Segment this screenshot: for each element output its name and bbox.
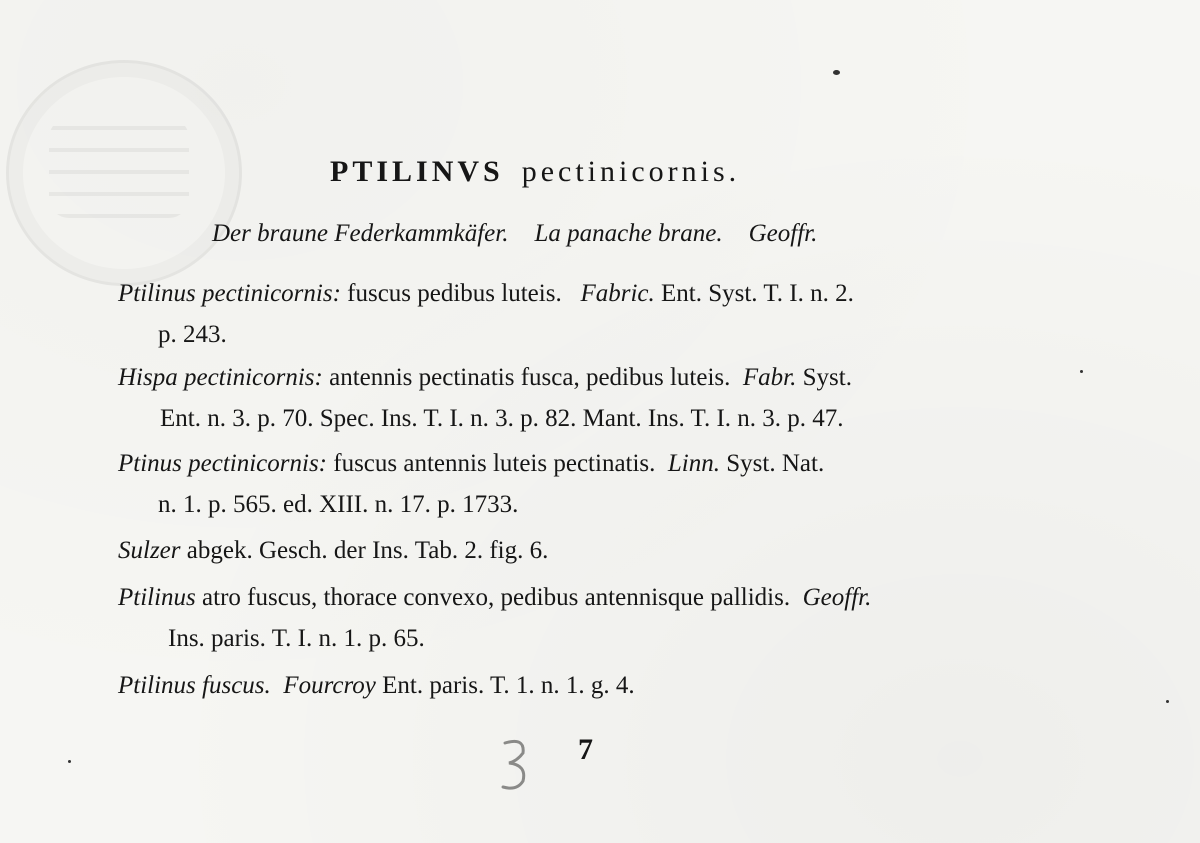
reference-line — [118, 537, 548, 565]
citation-text: Ins. paris. T. I. n. 1. p. 65. — [168, 625, 425, 652]
ink-speck — [1166, 700, 1169, 703]
citation-italic-text: Geoffr. — [802, 584, 872, 611]
reference-line — [118, 584, 871, 612]
citation-italic-text: Hispa pectinicornis: — [118, 364, 323, 391]
citation-text: Syst. — [796, 364, 852, 391]
german-common-name: Der braune Federkammkäfer. — [212, 220, 509, 247]
citation-text: atro fuscus, thorace convexo, pedibus antennisque pallidis. — [195, 584, 803, 611]
ink-speck — [68, 760, 71, 763]
ink-speck — [833, 70, 840, 75]
citation-italic-text: Linn. — [667, 450, 721, 477]
citation-italic-text: Ptilinus fuscus. — [118, 672, 271, 699]
reference-line — [118, 280, 854, 308]
reference-line — [160, 405, 844, 433]
citation-text: fuscus antennis luteis pectinatis. — [327, 450, 668, 477]
citation-text: Ent. Syst. T. I. n. 2. — [654, 280, 854, 307]
ink-speck — [1080, 370, 1083, 373]
citation-text: Ent. n. 3. p. 70. Spec. Ins. T. I. n. 3. p. 82. Mant. Ins. T. I. n. 3. p. 47. — [160, 405, 844, 432]
library-stamp — [6, 60, 242, 286]
citation-italic-text: Sulzer — [118, 537, 181, 564]
citation-italic-text: Fabr. — [742, 364, 797, 391]
citation-text: fuscus pedibus luteis. — [340, 280, 581, 307]
citation-italic-text: Ptinus pectinicornis: — [118, 450, 327, 477]
citation-text — [271, 672, 284, 699]
citation-text: Ent. paris. T. 1. n. 1. g. 4. — [375, 672, 635, 699]
citation-italic-text: Ptilinus — [118, 584, 196, 611]
citation-italic-text: Ptilinus pectinicornis: — [118, 280, 341, 307]
reference-line — [158, 321, 227, 349]
citation-text: abgek. Gesch. der Ins. Tab. 2. fig. 6. — [180, 537, 549, 564]
page-title — [330, 155, 740, 189]
reference-line — [168, 625, 425, 653]
species-name: pectinicornis. — [521, 155, 741, 188]
page-number: 7 — [578, 733, 593, 766]
common-names-line — [212, 220, 843, 248]
reference-line — [158, 491, 518, 519]
citation-text: Syst. Nat. — [720, 450, 825, 477]
reference-line — [118, 672, 635, 700]
pencil-annotation — [497, 735, 537, 795]
french-common-name: La panache brane. — [534, 220, 723, 247]
citation-text: antennis pectinatis fusca, pedibus luteis. — [322, 364, 743, 391]
reference-line — [118, 450, 824, 478]
citation-text: p. 243. — [158, 321, 227, 348]
citation-italic-text: Fourcroy — [283, 672, 376, 699]
common-name-author: Geoffr. — [748, 220, 818, 247]
genus-name: PTILINVS — [330, 155, 504, 188]
citation-italic-text: Fabric. — [580, 280, 655, 307]
citation-text: n. 1. p. 565. ed. XIII. n. 17. p. 1733. — [158, 491, 519, 518]
reference-line — [118, 364, 852, 392]
